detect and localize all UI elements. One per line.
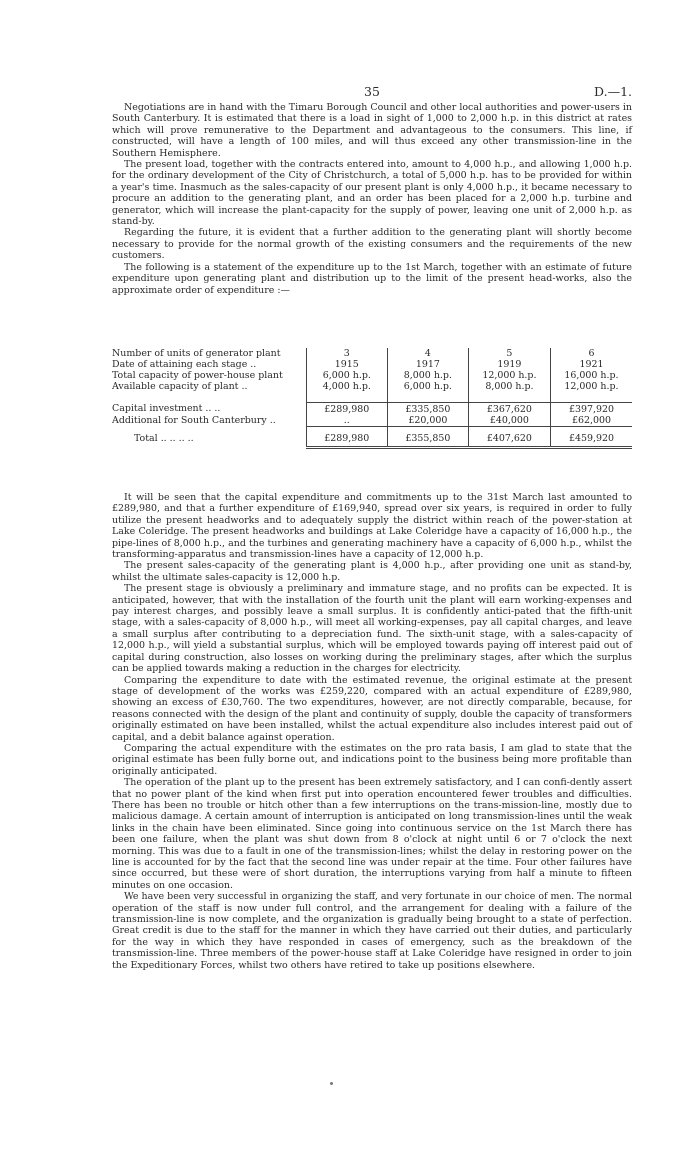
table-row: [112, 359, 632, 370]
table-cell: 1921: [550, 359, 632, 370]
table-cell: £335,850: [387, 403, 468, 416]
table-cell: £40,000: [468, 415, 550, 427]
row-label: Available capacity of plant ..: [112, 381, 248, 392]
table-cell: 4: [387, 348, 468, 359]
page-number: 35: [364, 84, 380, 99]
table-cell: 1919: [468, 359, 550, 370]
row-label: Additional for South Canterbury ..: [112, 415, 276, 426]
table-cell: 8,000 h.p.: [387, 370, 468, 381]
table-cell: £289,980: [306, 427, 387, 448]
table-row: [112, 415, 632, 427]
row-label: Capital investment .. ..: [112, 402, 221, 414]
row-label: Total capacity of power-house plant: [112, 370, 283, 381]
table-cell: £459,920: [550, 427, 632, 448]
table-cell: 16,000 h.p.: [550, 370, 632, 381]
table-cell: £62,000: [550, 415, 632, 427]
table-row: [112, 381, 632, 392]
table-cell: £289,980: [306, 403, 387, 416]
scan-speck: [330, 1082, 333, 1085]
paragraph: The present sales-capacity of the generating plant is 4,000 h.p., after providing one unit as stand-by, whilst the ultimate sales-capacity is 12,000 h.p.: [112, 560, 632, 583]
table-cell: £367,620: [468, 403, 550, 416]
table-cell: 6,000 h.p.: [306, 370, 387, 381]
table-cell: 3: [306, 348, 387, 359]
table-cell: 12,000 h.p.: [550, 381, 632, 392]
paragraph: The present stage is obviously a preliminary and immature stage, and no profits can be expected. It is anticipated, however, that with the installation of the fourth unit the plant will earn working-expenses and pay interest charges, and possibly leave a small surplus. It is confidently antici-pated that the fifth-unit stage, with a sales-capacity of 8,000 h.p., will meet all working-expenses, pay all capital charges, and leave a small surplus after contributing to a depreciation fund. The sixth-unit stage, with a sales-capacity of 12,000 h.p., will yield a substantial surplus, which will be employed towards paying off interest paid out of capital during construction, also losses on working during the preliminary stages, after which the surplus can be applied towards making a reduction in the charges for electricity.: [112, 583, 632, 675]
table-cell: £355,850: [387, 427, 468, 448]
text-block-bottom: [112, 492, 632, 971]
paragraph: We have been very successful in organizing the staff, and very fortunate in our choice of men. The normal operation of the staff is now under full control, and the arrangement for dealing with a failure of the transmission-line is now complete, and the organization is gradually being brought to a state of perfection. Great credit is due to the staff for the manner in which they have carried out their duties, and particularly for the way in which they have responded in cases of emergency, such as the breakdown of the transmission-line. Three members of the power-house staff at Lake Coleridge have resigned in order to join the Expeditionary Forces, whilst two others have retired to take up positions elsewhere.: [112, 891, 632, 971]
row-label: Number of units of generator plant: [112, 348, 281, 359]
table-cell: 12,000 h.p.: [468, 370, 550, 381]
table-total-row: [112, 427, 632, 448]
paragraph: The present load, together with the contracts entered into, amount to 4,000 h.p., and allowing 1,000 h.p. for the ordinary development of the City of Christchurch, a total of 5,000 h.p. has to be provided for within a year's time. Inasmuch as the sales-capacity of our present plant is only 4,000 h.p., it became necessary to procure an addition to the generating plant, and an order has been placed for a 2,000 h.p. turbine and generator, which will increase the plant-capacity for the supply of power, leaving one unit of 2,000 h.p. as stand-by.: [112, 159, 632, 228]
paragraph: Regarding the future, it is evident that a further addition to the generating plant will shortly become necessary to provide for the normal growth of the existing consumers and the requirements of the new customers.: [112, 227, 632, 262]
paragraph: It will be seen that the capital expenditure and commitments up to the 31st March last amounted to £289,980, and that a further expenditure of £169,940, spread over six years, is required in order to fully utilize the present headworks and to adequately supply the district within reach of the power-station at Lake Coleridge. The present headworks and buildings at Lake Coleridge have a capacity of 16,000 h.p., the pipe-lines of 8,000 h.p., and the turbines and generating machinery have a capacity of 6,000 h.p., whilst the transforming-apparatus and transmission-lines have a capacity of 12,000 h.p.: [112, 492, 632, 561]
table-cell: 4,000 h.p.: [306, 381, 387, 392]
table-cell: 6,000 h.p.: [387, 381, 468, 392]
paragraph: Comparing the actual expenditure with the estimates on the pro rata basis, I am glad to state that the original estimate has been fully borne out, and indications point to the business being more profitable than originally anticipated.: [112, 742, 632, 777]
table-cell: 5: [468, 348, 550, 359]
table-cell: 1915: [306, 359, 387, 370]
paragraph: The following is a statement of the expenditure up to the 1st March, together with an estimate of future expenditure upon generating plant and distribution up to the limit of the present head-works, also the approximate order of expenditure :—: [112, 261, 632, 296]
row-label: Total .. .. .. ..: [134, 432, 194, 444]
page-header: [112, 84, 632, 98]
table-spacer: [112, 392, 632, 403]
table-row: [112, 403, 632, 416]
table-cell: £20,000: [387, 415, 468, 427]
paragraph: Negotiations are in hand with the Timaru Borough Council and other local authorities and power-users in South Canterbury. It is estimated that there is a load in sight of 1,000 to 2,000 h.p. in this district at rates which will prove remunerative to the Department and advantageous to the consumers. This line, if constructed, will have a length of 100 miles, and will thus exceed any other transmission-line in the Southern Hemisphere.: [112, 102, 632, 159]
row-label: Date of attaining each stage ..: [112, 359, 257, 370]
table-cell: 1917: [387, 359, 468, 370]
table-cell: £407,620: [468, 427, 550, 448]
paragraph: Comparing the expenditure to date with the estimated revenue, the original estimate at the present stage of development of the works was £259,220, compared with an actual expenditure of £289,980, showing an excess of £30,760. The two expenditures, however, are not directly comparable, because, for reasons connected with the design of the plant and continuity of supply, double the capacity of transformers originally estimated on have been installed, whilst the actual expenditure also includes interest paid out of capital, and a debit balance against operation.: [112, 674, 632, 743]
table-row: [112, 370, 632, 381]
expenditure-table: [112, 348, 632, 449]
table-cell: ..: [306, 415, 387, 427]
table-cell: 8,000 h.p.: [468, 381, 550, 392]
paragraph: The operation of the plant up to the present has been extremely satisfactory, and I can confi-dently assert that no power plant of the kind when first put into operation encountered fewer troubles and difficulties. There has been no trouble or hitch other than a few interruptions on the trans-mission-line, mostly due to malicious damage. A certain amount of interruption is anticipated on long transmission-lines until the weak links in the chain have been eliminated. Since going into continuous service on the 1st March there has been one failure, when the plant was shut down from 8 o'clock at night until 6 or 7 o'clock the next morning. This was due to a fault in one of the transmission-lines; whilst the delay in restoring power on the line is accounted for by the fact that the second line was under repair at the time. Four other failures have since occurred, but these were of short duration, the interruptions varying from half a minute to fifteen minutes on one occasion.: [112, 777, 632, 891]
text-block-top: [112, 102, 632, 296]
table-row: [112, 348, 632, 359]
page-reference: D.—1.: [594, 84, 632, 99]
table-cell: £397,920: [550, 403, 632, 416]
table-cell: 6: [550, 348, 632, 359]
